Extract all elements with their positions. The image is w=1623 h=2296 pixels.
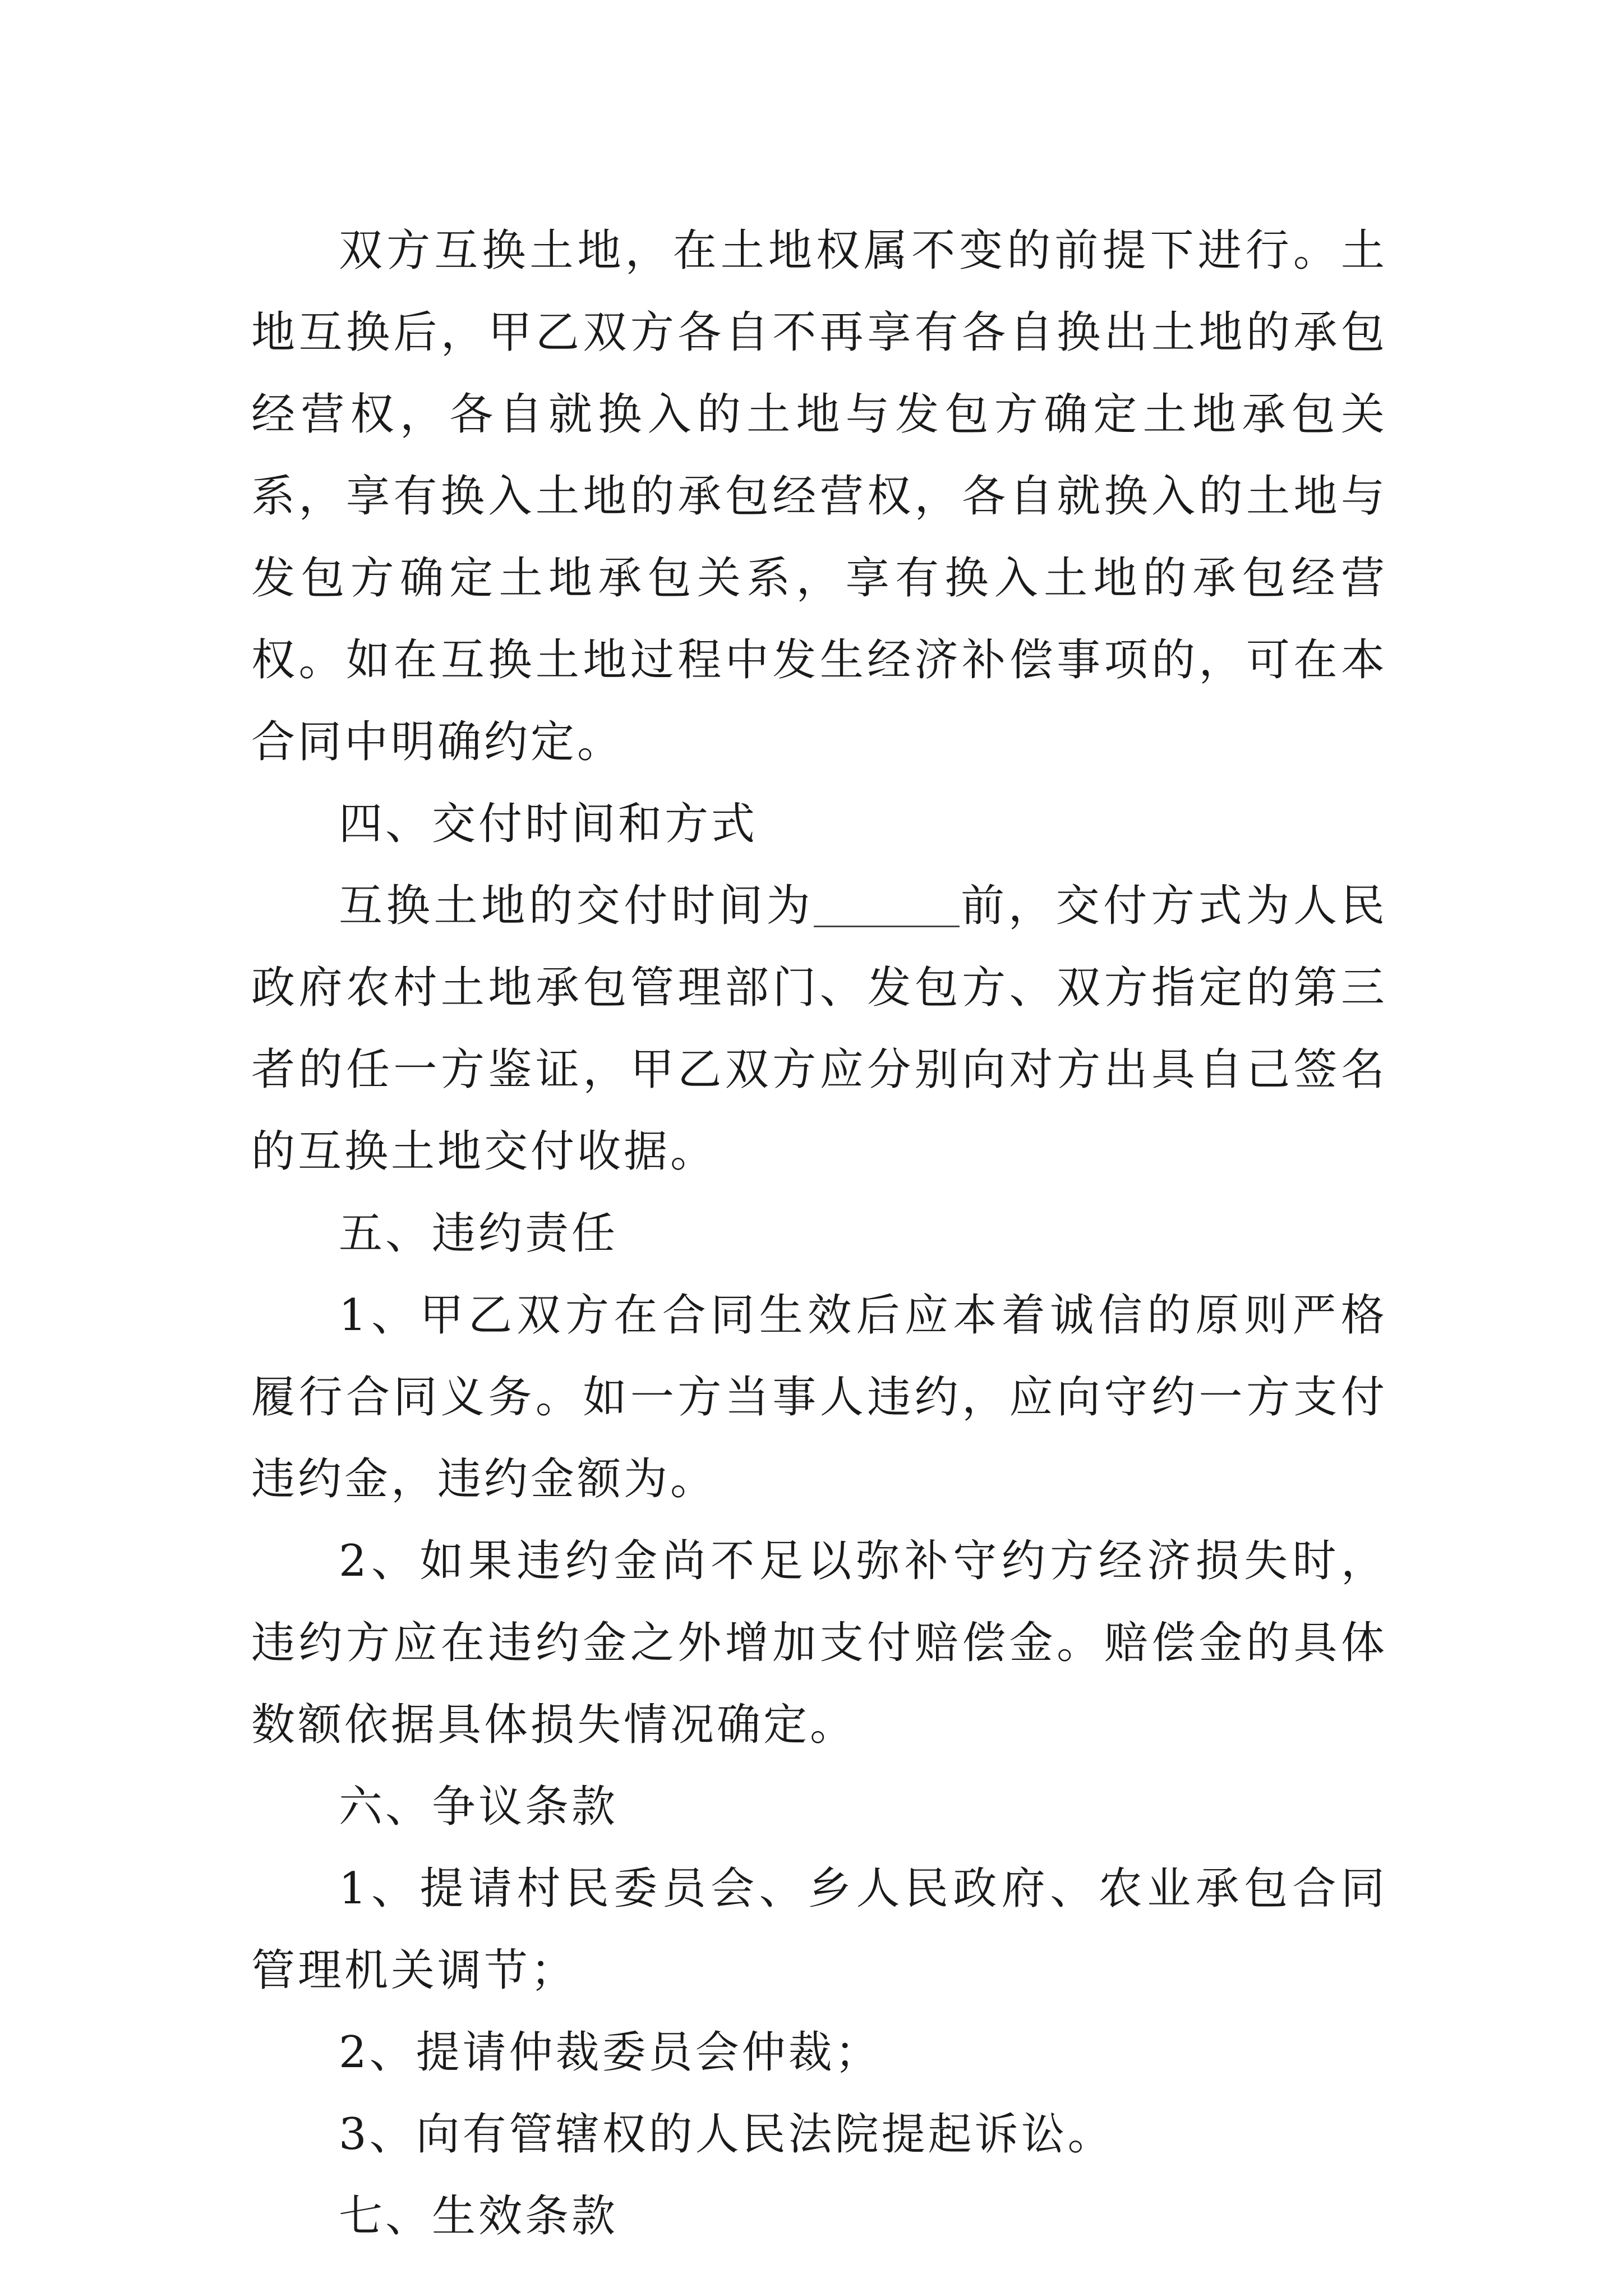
- paragraph-delivery: [251, 865, 1387, 1193]
- document-body: [251, 210, 1387, 2257]
- delivery-text-after: 前，交付方式为人民政府农村土地承包管理部门、发包方、双方指定的第三者的任一方鉴证，甲乙双方应分别向对方出具自己签名的互换土地交付收据。: [251, 881, 1387, 1177]
- delivery-date-blank: [814, 877, 960, 927]
- paragraph-land-exchange: 双方互换土地，在土地权属不变的前提下进行。土地互换后，甲乙双方各自不再享有各自换出土地的承包经营权，各自就换入的土地与发包方确定土地承包关系，享有换入土地的承包经营权，各自就换入的土地与发包方确定土地承包关系，享有换入土地的承包经营权。如在互换土地过程中发生经济补偿事项的，可在本合同中明确约定。: [251, 226, 1387, 767]
- delivery-text-before: 互换土地的交付时间为: [339, 881, 814, 931]
- heading-breach: 五、违约责任: [339, 1208, 619, 1259]
- paragraph-breach-1: 1、甲乙双方在合同生效后应本着诚信的原则严格履行合同义务。如一方当事人违约，应向守约一方支付违约金，违约金额为。: [251, 1290, 1387, 1504]
- paragraph-dispute-2: 2、提请仲裁委员会仲裁；: [339, 2027, 882, 2078]
- paragraph-dispute-1: 1、提请村民委员会、乡人民政府、农业承包合同管理机关调节；: [251, 1864, 1387, 1996]
- heading-effect: 七、生效条款: [339, 2191, 619, 2242]
- paragraph-breach-2: 2、如果违约金尚不足以弥补守约方经济损失时，违约方应在违约金之外增加支付赔偿金。赔偿金的具体数额依据具体损失情况确定。: [251, 1536, 1387, 1750]
- paragraph-dispute-3: 3、向有管辖权的人民法院提起诉讼。: [339, 2109, 1114, 2160]
- heading-dispute: 六、争议条款: [339, 1782, 619, 1832]
- heading-delivery: 四、交付时间和方式: [339, 799, 758, 849]
